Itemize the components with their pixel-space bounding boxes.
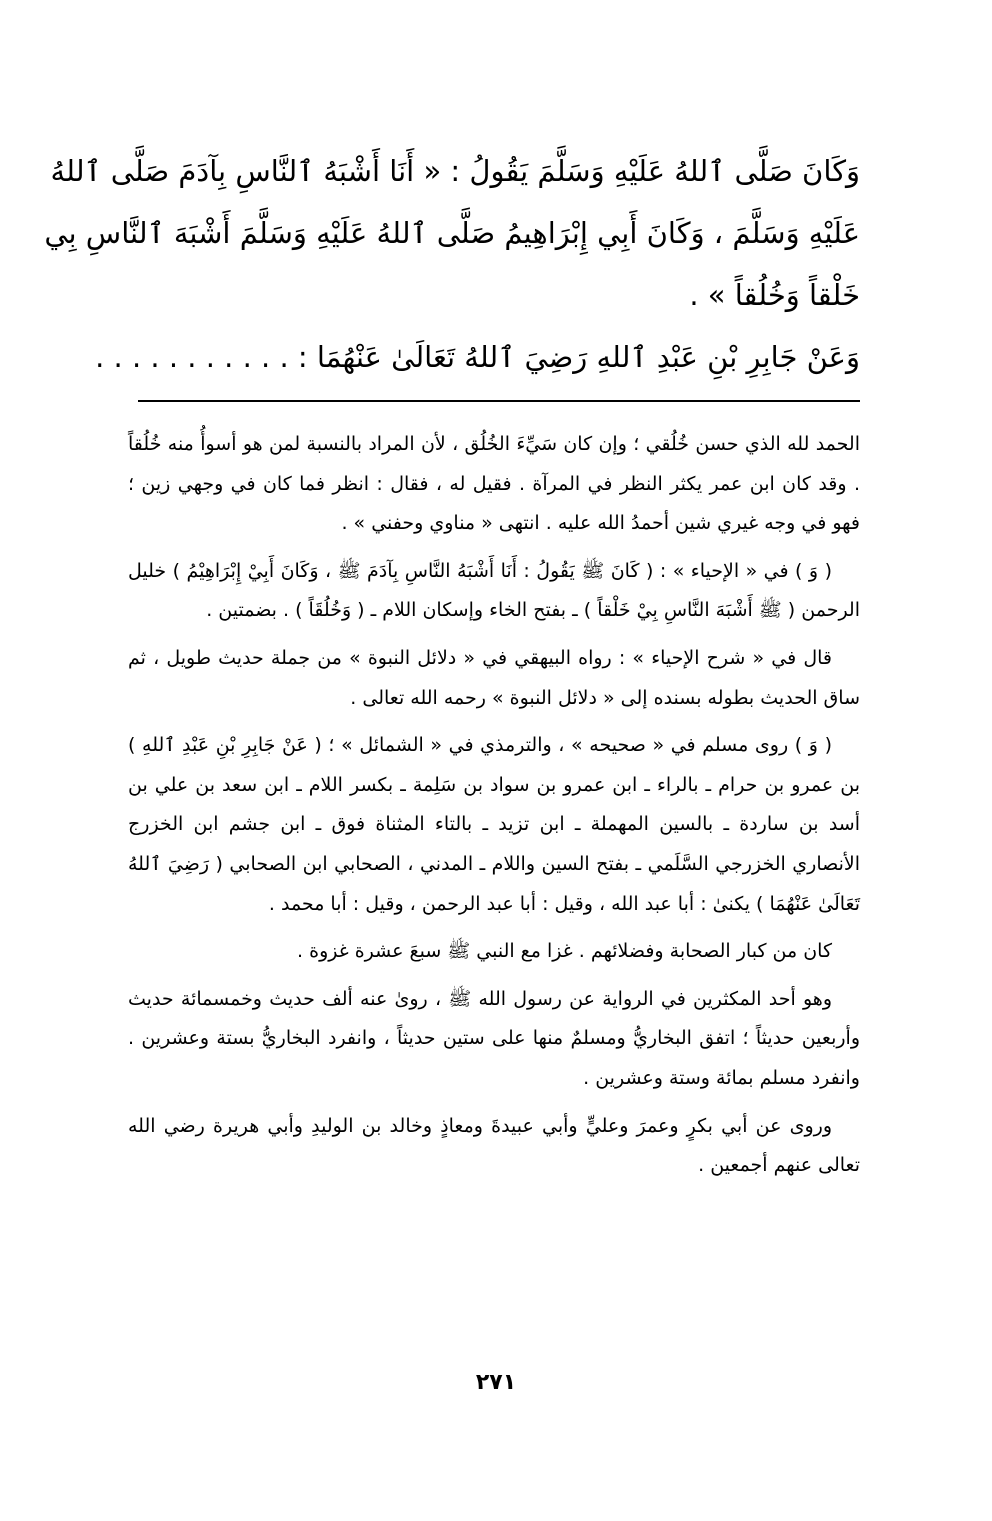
commentary-block: [128, 425, 860, 1194]
commentary-paragraph-1: الحمد لله الذي حسن خُلُقي ؛ وإن كان سَيِّءَ الخُلُق ، لأن المراد بالنسبة لمن هو أسوأُ منه خُلُقاً . وقد كان ابن عمر يكثر النظر في المرآة . فقيل له ، فقال : انظر فما كان في وجهي زين ؛ فهو في وجه غيري شين أحمدُ الله عليه . انتهى « مناوي وحفني » .: [128, 433, 860, 535]
commentary-paragraph-3: قال في « شرح الإحياء » : رواه البيهقي في « دلائل النبوة » من جملة حديث طويل ، ثم ساق الحديث بطوله بسنده إلى « دلائل النبوة » رحمه الله تعالى .: [128, 646, 860, 709]
commentary-paragraph-2: ( وَ ) في « الإحياء » : ( كَانَ ﷺ يَقُولُ : أَنَا أَشْبَهُ النَّاسِ بِآدَمَ ﷺ ، وَكَانَ أَبِيْ إِبْرَاهِيْمُ ) خليل الرحمن ( ﷺ أَشْبَهَ النَّاسِ بِيْ خَلْقاً ) ـ بفتح الخاء وإسكان اللام ـ ( وَخُلُقَاً ) . بضمتين .: [128, 559, 860, 622]
commentary-paragraph-4: ( وَ ) روى مسلم في « صحيحه » ، والترمذي في « الشمائل » ؛ ( عَنْ جَابِرِ بْنِ عَبْدِ ٱللهِ ) بن عمرو بن حرام ـ بالراء ـ ابن عمرو بن سواد بن سَلِمة ـ بكسر اللام ـ ابن سعد بن علي بن أسد بن ساردة ـ بالسين المهملة ـ ابن تزيد ـ بالتاء المثناة فوق ـ ابن جشم ابن الخزرج الأنصاري الخزرجي السَّلَمي ـ بفتح السين واللام ـ المدني ، الصحابي ابن الصحابي ( رَضِيَ ٱللهُ تَعَالَىٰ عَنْهُمَا ) يكنىٰ : أبا عبد الله ، وقيل : أبا عبد الرحمن ، وقيل : أبا محمد .: [128, 734, 860, 915]
commentary-paragraph-7: وروى عن أبي بكرٍ وعمرَ وعليٍّ وأبي عبيدةَ ومعاذٍ وخالد بن الوليدِ وأبي هريرة رضي الله تعالى عنهم أجمعين .: [128, 1114, 860, 1177]
main-text-line-1: وَكَانَ صَلَّى ٱللهُ عَلَيْهِ وَسَلَّمَ يَقُولُ : « أَنَا أَشْبَهُ ٱلنَّاسِ بِآدَمَ صَلَّى ٱللهُ: [50, 154, 860, 188]
main-text-block: [44, 140, 860, 388]
main-text-line-2: عَلَيْهِ وَسَلَّمَ ، وَكَانَ أَبِي إِبْرَاهِيمُ صَلَّى ٱللهُ عَلَيْهِ وَسَلَّمَ أَشْبَهَ ٱلنَّاسِ بِي: [44, 216, 860, 250]
separator-rule: [138, 400, 860, 402]
commentary-paragraph-5: كان من كبار الصحابة وفضلائهم . غزا مع النبي ﷺ سبعَ عشرة غزوة .: [297, 940, 832, 963]
commentary-paragraph-6: وهو أحد المكثرين في الرواية عن رسول الله ﷺ ، روىٰ عنه ألف حديث وخمسمائة حديث وأربعين حديثاً ؛ اتفق البخاريُّ ومسلمٌ منها على ستين حديثاً ، وانفرد البخاريُّ بستة وعشرين . وانفرد مسلم بمائة وستة وعشرين .: [128, 987, 860, 1089]
main-text-line-4: وَعَنْ جَابِرِ بْنِ عَبْدِ ٱللهِ رَضِيَ ٱللهُ تَعَالَىٰ عَنْهُمَا : . . . . . . . . . . .: [95, 340, 860, 374]
main-text-line-3: خَلْقاً وَخُلُقاً » .: [689, 278, 860, 312]
page-number: ٢٧١: [475, 1370, 517, 1395]
